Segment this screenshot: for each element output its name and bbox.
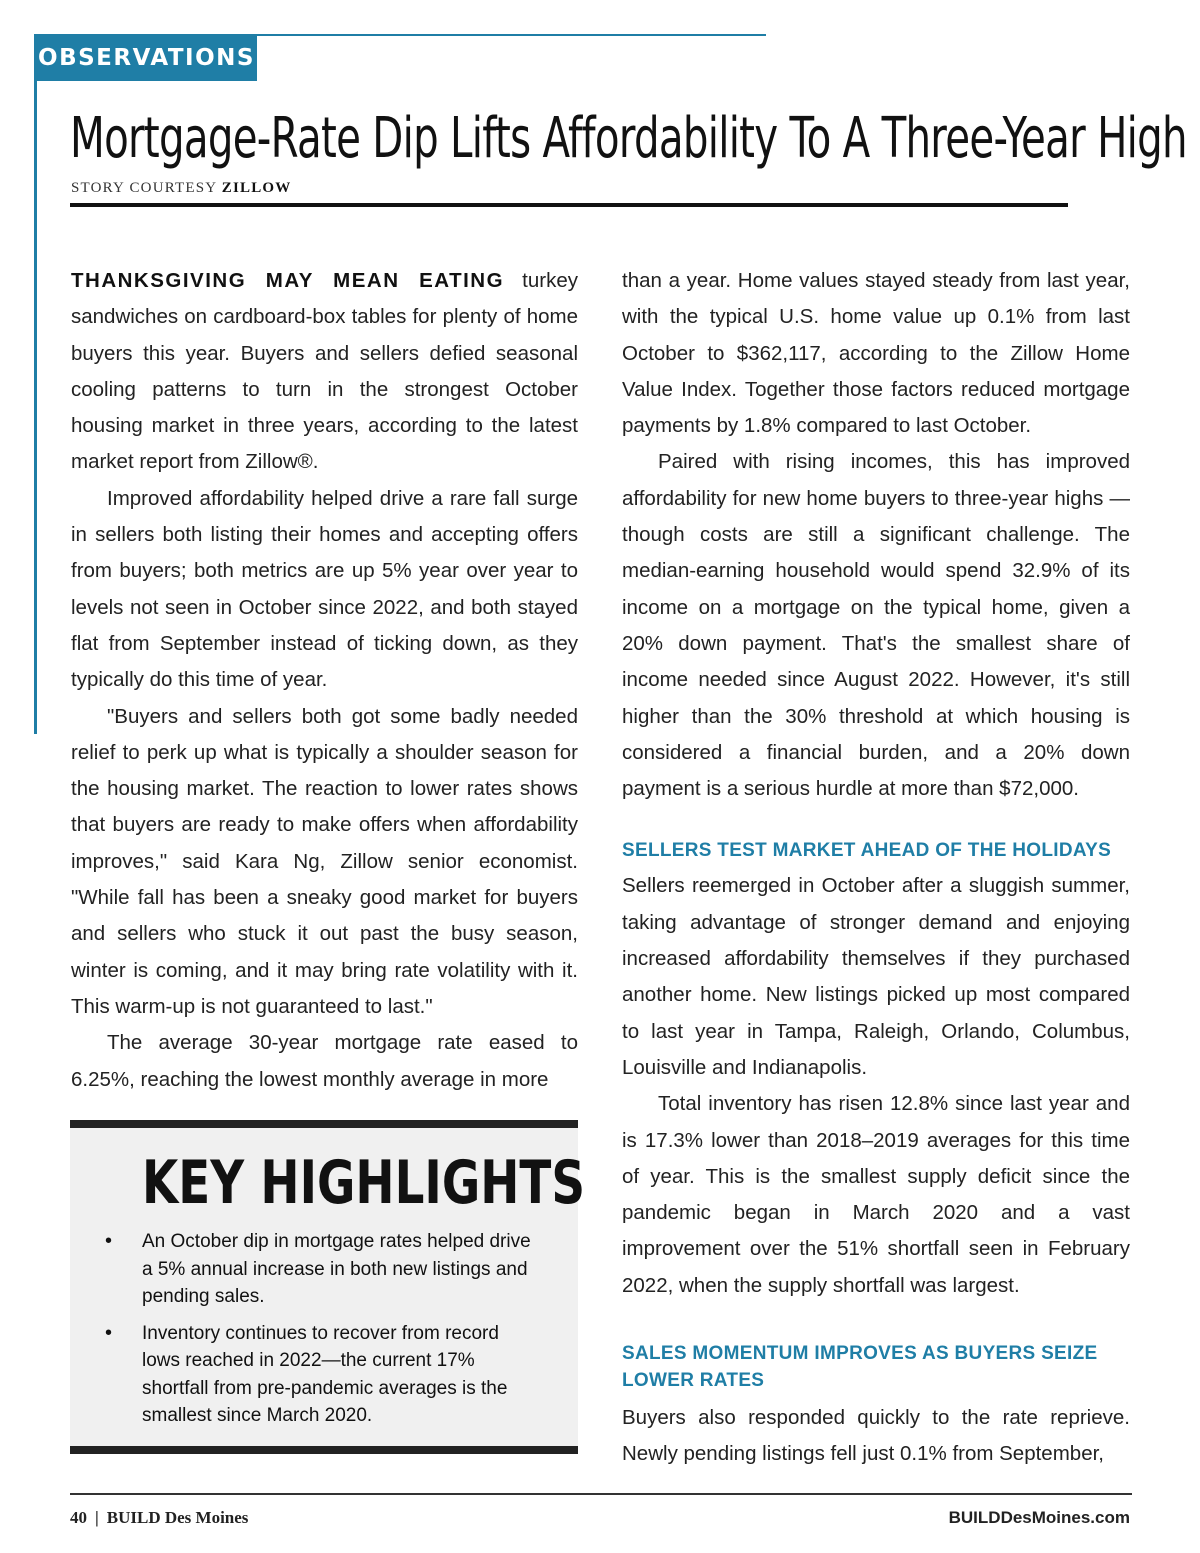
highlight-item: • Inventory continues to recover from record lows reached in 2022—the current 17% shortfall from pre-pandemic averages is the smallest since March 2020. (142, 1320, 532, 1430)
key-highlights-list (142, 1228, 532, 1439)
page-number: 40 (70, 1508, 87, 1527)
right-column (622, 263, 1130, 1473)
byline (71, 180, 291, 197)
byline-source: ZILLOW (221, 180, 292, 196)
intro-text: turkey sandwiches on cardboard-box tables for plenty of home buyers this year. Buyers and sellers defied seasonal cooling patterns to turn in the strongest October housing market in three years, according to the latest market report from Zillow®. (71, 269, 578, 474)
paragraph: Paired with rising incomes, this has improved affordability for new home buyers to three-year highs —though costs are still a significant challenge. The median-earning household would spend 32.9% of its income on a mortgage on the typical home, given a 20% down payment. That's the smallest share of income needed since August 2022. However, it's still higher than the 30% threshold at which housing is considered a financial burden, and a 20% down payment is a serious hurdle at more than $72,000. (622, 450, 1130, 801)
subheading-sellers: SELLERS TEST MARKET AHEAD OF THE HOLIDAYS (622, 840, 1112, 862)
paragraph: Improved affordability helped drive a rare fall surge in sellers both listing their homes and accepting offers from buyers; both metrics are up 5% year over year to levels not seen in October since 2022, and both stayed flat from September instead of ticking down, as they typically do this time of year. (71, 486, 578, 692)
byline-prefix: STORY COURTESY (71, 180, 217, 196)
paragraph-quote: "Buyers and sellers both got some badly needed relief to perk up what is typically a shoulder season for the housing market. The reaction to lower rates shows that buyers are ready to make offers when affordability improves," said Kara Ng, Zillow senior economist. "While fall has been a sneaky good market for buyers and sellers who stuck it out past the busy season, winter is coming, and it may bring rate volatility with it. This warm-up is not guaranteed to last." (71, 704, 578, 1018)
paragraph: than a year. Home values stayed steady from last year, with the typical U.S. home value up 0.1% from last October to $362,117, according to the Zillow Home Value Index. Together those factors reduced mortgage payments by 1.8% compared to last October. (622, 269, 1130, 438)
paragraph: Buyers also responded quickly to the rate reprieve. Newly pending listings fell just 0.1% from September, (622, 1406, 1130, 1466)
key-highlights-box (70, 1120, 586, 1454)
left-column (71, 263, 578, 1098)
folio-separator: | (95, 1508, 99, 1527)
section-tag: OBSERVATIONS (36, 36, 257, 81)
paragraph-intro (71, 263, 578, 481)
highlight-item: • An October dip in mortgage rates helped drive a 5% annual increase in both new listings and pending sales. (142, 1228, 532, 1311)
header-side-rule (34, 34, 37, 734)
subheading-sales: SALES MOMENTUM IMPROVES AS BUYERS SEIZE LOWER RATES (622, 1343, 1098, 1392)
folio (70, 1508, 248, 1528)
publication-name: BUILD Des Moines (106, 1508, 249, 1527)
key-highlights-title: KEY HIGHLIGHTS (142, 1148, 586, 1218)
paragraph: Sellers reemerged in October after a sluggish summer, taking advantage of stronger demand and enjoying increased affordability themselves if they purchased another home. New listings picked up most compared to last year in Tampa, Raleigh, Orlando, Columbus, Louisville and Indianapolis. (622, 874, 1130, 1079)
lead-in: THANKSGIVING MAY MEAN EATING (71, 269, 505, 292)
paragraph: The average 30-year mortgage rate eased to 6.25%, reaching the lowest monthly average in more (71, 1031, 578, 1091)
footer-divider (70, 1493, 1132, 1495)
article-title: Mortgage-Rate Dip Lifts Affordability To A Three-Year High (70, 106, 1187, 171)
website-url: BUILDDesMoines.com (948, 1508, 1130, 1527)
title-divider (70, 203, 1068, 207)
paragraph: Total inventory has risen 12.8% since last year and is 17.3% lower than 2018–2019 averages for this time of year. This is the smallest supply deficit since the pandemic began in March 2020 and a vast improvement over the 51% shortfall seen in February 2022, when the supply shortfall was largest. (622, 1092, 1130, 1297)
